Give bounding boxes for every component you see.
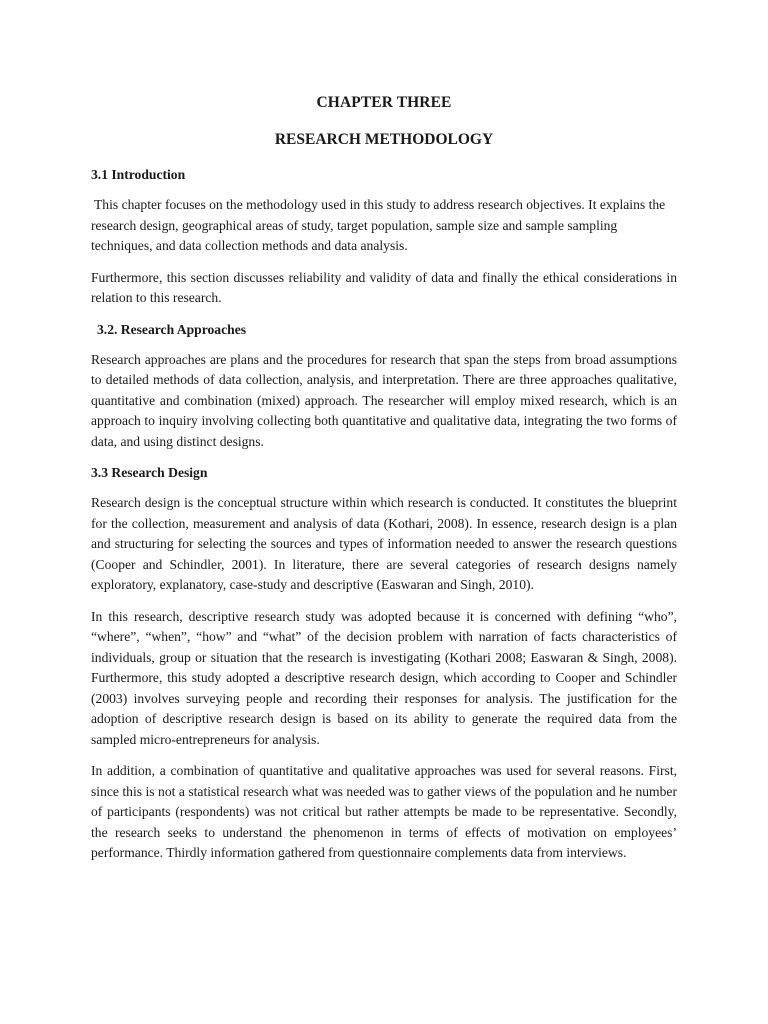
paragraph-design-1: Research design is the conceptual structure within which research is conducted. It constitutes the blueprint for the collection, measurement and analysis of data (Kothari, 2008). In essence, research design is a plan and structuring for selecting the sources and types of information needed to answer the research questions (Cooper and Schindler, 2001). In literature, there are several categories of research designs namely exploratory, explanatory, case-study and descriptive (Easwaran and Singh, 2010). <box>91 495 677 592</box>
chapter-title-heading: RESEARCH METHODOLOGY <box>274 131 494 148</box>
section-heading-introduction: 3.1 Introduction <box>91 167 186 182</box>
paragraph-introduction-1: This chapter focuses on the methodology used in this study to address research objectives. It explains the research design, geographical areas of study, target population, sample size and sample sampling techniques, and data collection methods and data analysis. <box>91 197 666 253</box>
section-heading-approaches: 3.2. Research Approaches <box>97 321 247 337</box>
chapter-number-heading: CHAPTER THREE <box>316 94 452 111</box>
paragraph-approaches-1: Research approaches are plans and the procedures for research that span the steps from broad assumptions to detailed methods of data collection, analysis, and interpretation. There are three approaches qualitative, quantitative and combination (mixed) approach. The researcher will employ mixed research, which is an approach to inquiry involving collecting both quantitative and qualitative data, integrating the two forms of data, and using distinct designs. <box>91 351 677 449</box>
section-heading-design: 3.3 Research Design <box>91 465 208 480</box>
paragraph-introduction-2: Furthermore, this section discusses reliability and validity of data and finally the ethical considerations in relation to this research. <box>91 269 677 305</box>
paragraph-design-3: In addition, a combination of quantitative and qualitative approaches was used for several reasons. First, since this is not a statistical research what was needed was to gather views of the population and he number of participants (respondents) was not critical but rather attempts be made to be representative. Secondly, the research seeks to understand the phenomenon in terms of effects of motivation on employees’ performance. Thirdly information gathered from questionnaire complements data from interviews. <box>91 763 677 860</box>
paragraph-design-2: In this research, descriptive research study was adopted because it is concerned with defining “who”, “where”, “when”, “how” and “what” of the decision problem with narration of facts characteristics of individuals, group or situation that the research is investigating (Kothari 2008; Easwaran & Singh, 2008). Furthermore, this study adopted a descriptive research design, which according to Cooper and Schindler (2003) involves surveying people and recording their responses for analysis. The justification for the adoption of descriptive research design is based on its ability to generate the required data from the sampled micro-entrepreneurs for analysis. <box>91 608 677 747</box>
document-page <box>91 92 677 875</box>
